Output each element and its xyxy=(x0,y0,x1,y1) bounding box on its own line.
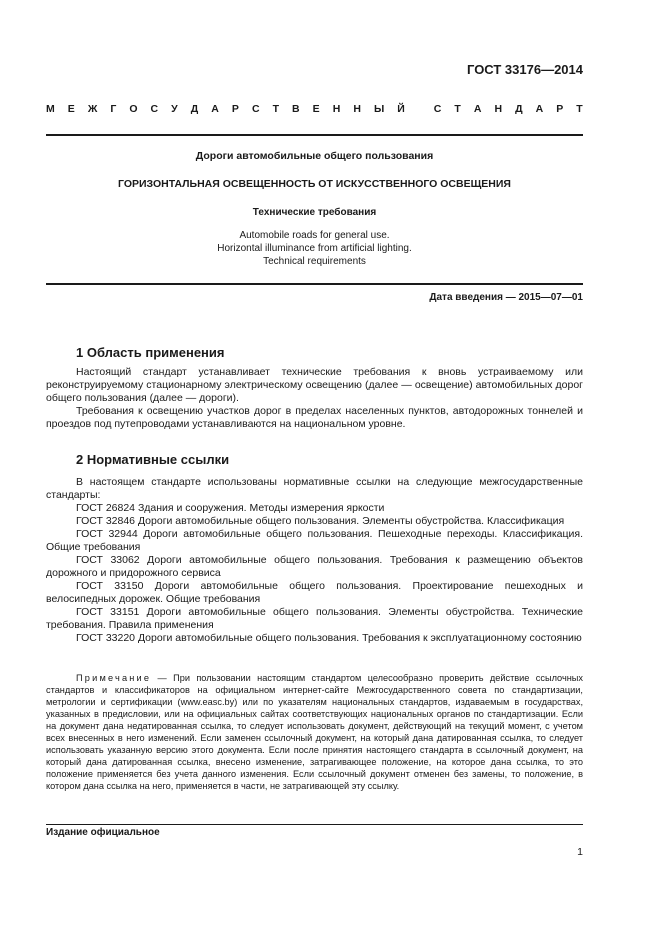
document-number: ГОСТ 33176—2014 xyxy=(467,62,583,77)
banner-letter: М xyxy=(46,103,55,115)
footer-rule xyxy=(46,824,583,825)
banner-letter: С xyxy=(150,103,159,115)
banner-letter: В xyxy=(292,103,300,115)
banner-gap xyxy=(418,103,421,115)
banner-letter: А xyxy=(473,103,482,115)
banner-letter: Т xyxy=(454,103,461,115)
banner-letter: С xyxy=(251,103,260,115)
banner-letter: Р xyxy=(231,103,239,115)
reference-item: ГОСТ 33151 Дороги автомобильные общего пользования. Элементы обустройства. Технические требования. Правила применения xyxy=(46,606,583,631)
reference-item: ГОСТ 26824 Здания и сооружения. Методы измерения яркости xyxy=(76,502,385,514)
section-1-title: 1 Область применения xyxy=(76,345,225,360)
section-1-body xyxy=(46,366,583,431)
reference-item: ГОСТ 33062 Дороги автомобильные общего пользования. Требования к размещению объектов дорожного и придорожного сервиса xyxy=(46,554,583,579)
banner-letter: Д xyxy=(515,103,523,115)
banner-letter: Е xyxy=(67,103,75,115)
title-main: ГОРИЗОНТАЛЬНАЯ ОСВЕЩЕННОСТЬ ОТ ИСКУССТВЕННОГО ОСВЕЩЕНИЯ xyxy=(118,178,511,190)
title-english-line-2: Horizontal illuminance from artificial lighting. xyxy=(217,243,412,254)
header-rule xyxy=(46,134,583,136)
title-english-line-3: Technical requirements xyxy=(263,256,366,267)
banner-letter: Г xyxy=(110,103,117,115)
banner-letter: А xyxy=(535,103,544,115)
title-sub-block xyxy=(46,206,583,219)
references-note xyxy=(46,672,583,792)
title-subject: Дороги автомобильные общего пользования xyxy=(195,150,434,162)
title-sub: Технические требования xyxy=(252,207,377,218)
banner-letter: Н xyxy=(353,103,361,115)
section-1-paragraph-1: Настоящий стандарт устанавливает технические требования к вновь устраиваемому или реконструируемому стационарному электрическому освещению (далее — освещение) автомобильных дорог общего пользования (далее — дороги). xyxy=(46,366,583,404)
section-2-title: 2 Нормативные ссылки xyxy=(76,452,230,467)
reference-item: ГОСТ 33150 Дороги автомобильные общего пользования. Проектирование пешеходных и велосипедных дорожек. Общие требования xyxy=(46,580,583,605)
banner-letter: Д xyxy=(190,103,199,115)
banner-letter: Й xyxy=(397,103,405,115)
introduction-date: Дата введения — 2015—07—01 xyxy=(429,292,583,303)
banner-letter: Т xyxy=(576,103,583,115)
section-2-intro: В настоящем стандарте использованы нормативные ссылки на следующие межгосударственные стандарты: xyxy=(46,476,583,501)
reference-item: ГОСТ 32846 Дороги автомобильные общего пользования. Элементы обустройства. Классификация xyxy=(76,515,565,527)
reference-item: ГОСТ 32944 Дороги автомобильные общего пользования. Пешеходные переходы. Классификация. Общие требования xyxy=(46,528,583,553)
title-english-block xyxy=(46,229,583,268)
banner-letter: Е xyxy=(312,103,320,115)
banner-letter: Н xyxy=(494,103,503,115)
note-label: Примечание xyxy=(76,673,152,683)
page-number: 1 xyxy=(577,846,583,858)
banner-letter: Ы xyxy=(373,103,385,115)
banner-letter: У xyxy=(171,103,178,115)
reference-item: ГОСТ 33220 Дороги автомобильные общего пользования. Требования к эксплуатационному состоянию xyxy=(76,632,582,644)
title-rule xyxy=(46,283,583,285)
edition-label: Издание официальное xyxy=(46,827,160,838)
banner-letter: С xyxy=(433,103,442,115)
title-block xyxy=(46,150,583,163)
banner-letter: Т xyxy=(272,103,279,115)
banner-letter: О xyxy=(129,103,138,115)
banner-letter: А xyxy=(211,103,219,115)
title-main-block xyxy=(46,178,583,191)
section-2-body xyxy=(46,476,583,645)
title-english-line-1: Automobile roads for general use. xyxy=(239,230,390,241)
banner-letter: Р xyxy=(556,103,564,115)
banner-letter: Ж xyxy=(87,103,98,115)
section-1-paragraph-2: Требования к освещению участков дорог в пределах населенных пунктов, автодорожных тоннелей и проездов под путепроводами устанавливаются на национальном уровне. xyxy=(46,405,583,430)
banner-letter: Н xyxy=(332,103,341,115)
note-text: — При пользовании настоящим стандартом целесообразно проверить действие ссылочных стандартов и классификаторов на официальном интернет-сайте Межгосударственного совета по стандартизации, метрологии и сертификации (www.easc.by) или по указателям национальных стандартов, издаваемым в государствах, указанных в предисловии, или на официальных сайтах соответствующих национальных органов по стандартизации. Если на документ дана недатированная ссылка, то следует использовать документ, действующий на текущий момент, с учетом всех внесенных в него изменений. Если заменен ссылочный документ, на который дана датированная ссылка, то следует использовать указанную версию этого документа. Если после принятия настоящего стандарта в ссылочный документ, на который дана датированная ссылка, внесено изменение, затрагивающее положение, на которое дана ссылка, то это положение применяется без учета данного изменения. Если ссылочный документ отменен без замены, то положение, в котором дана ссылка на него, применяется в части, не затрагивающей эту ссылку. xyxy=(46,673,583,791)
standard-type-banner xyxy=(46,103,583,115)
